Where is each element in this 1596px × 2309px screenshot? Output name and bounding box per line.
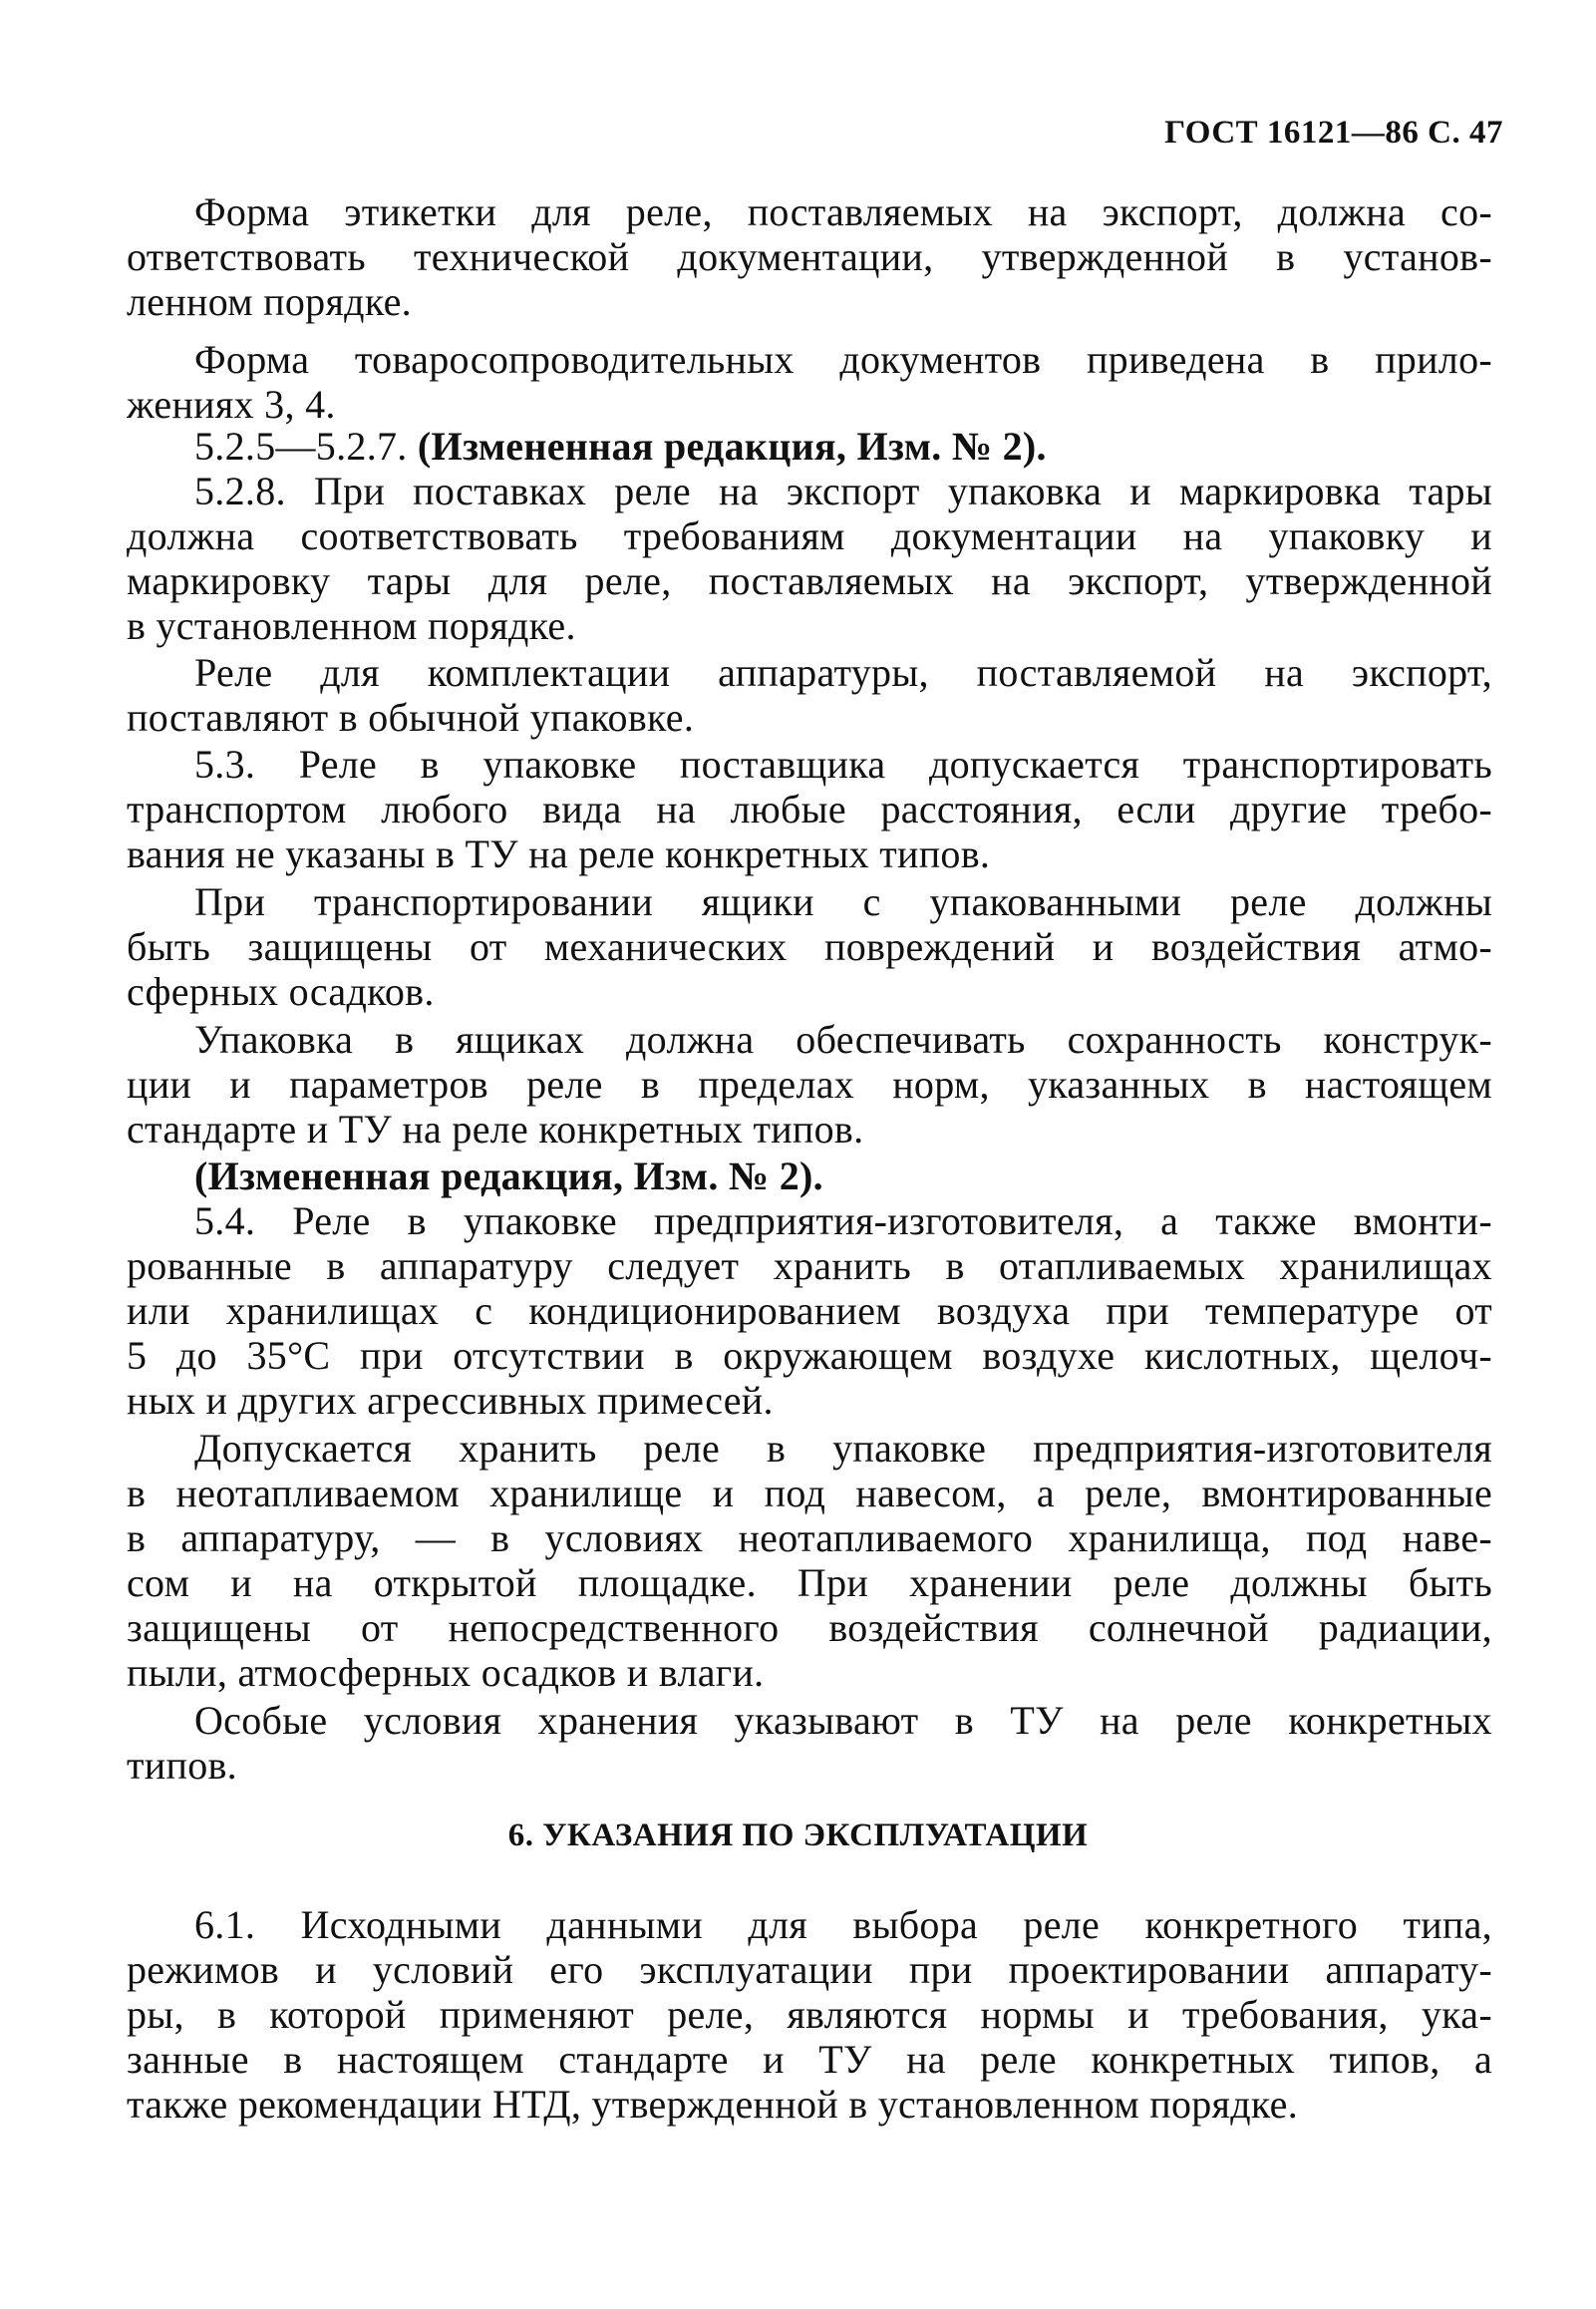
amendment-note <box>127 424 1492 469</box>
text-line: должна соответствовать требованиям документации на упаковку и <box>127 513 1492 558</box>
text-line: режимов и условий его эксплуатации при проектировании аппарату- <box>127 1947 1492 1992</box>
text-line: сферных осадков. <box>127 969 435 1014</box>
text-line: При транспортировании ящики с упакованными реле должны <box>194 879 1492 924</box>
text-line <box>127 1154 1492 1198</box>
text-line: в неотапливаемом хранилище и под навесом, а реле, вмонтированные <box>127 1471 1492 1515</box>
text-line: в установленном порядке. <box>127 603 576 648</box>
amendment-ref: 5.2.5—5.2.7. (Измененная редакция, Изм. № 2). <box>194 424 1047 469</box>
text-line: сом и на открытой площадке. При хранении реле должны быть <box>127 1560 1492 1605</box>
text-line: ответствовать технической документации, утвержденной в установ- <box>127 234 1492 279</box>
paragraph <box>127 1698 1492 1788</box>
text-line: Форма этикетки для реле, поставляемых на экспорт, должна со- <box>194 189 1492 234</box>
text-line: защищены от непосредственного воздействия солнечной радиации, <box>127 1605 1492 1650</box>
text-line: вания не указаны в ТУ на реле конкретных типов. <box>127 831 991 876</box>
text-line: 5 до 35°С при отсутствии в окружающем воздухе кислотных, щелоч- <box>127 1333 1492 1378</box>
section-title: 6. УКАЗАНИЯ ПО ЭКСПЛУАТАЦИИ <box>507 1817 1089 1853</box>
paragraph <box>127 1198 1492 1423</box>
text-line: Особые условия хранения указывают в ТУ на реле конкретных <box>194 1698 1492 1743</box>
paragraph <box>127 469 1492 648</box>
text-line: Допускается хранить реле в упаковке предприятия-изготовителя <box>194 1426 1492 1471</box>
text-line <box>127 424 1492 469</box>
text-line: стандарте и ТУ на реле конкретных типов. <box>127 1107 864 1152</box>
paragraph <box>127 742 1492 876</box>
paragraph <box>127 1902 1492 2127</box>
text-line: в аппаратуру, — в условиях неотапливаемого хранилища, под наве- <box>127 1515 1492 1560</box>
amendment-ref: (Измененная редакция, Изм. № 2). <box>194 1154 823 1198</box>
text-line: пыли, атмосферных осадков и влаги. <box>127 1650 765 1695</box>
text-line: ных и других агрессивных примесей. <box>127 1378 774 1423</box>
text-line: ленном порядке. <box>127 279 412 324</box>
paragraph <box>127 1426 1492 1695</box>
text-line: Форма товаросопроводительных документов приведена в прило- <box>194 337 1492 382</box>
text-line: маркировку тары для реле, поставляемых на экспорт, утвержденной <box>127 558 1492 603</box>
text-line: рованные в аппаратуру следует хранить в отапливаемых хранилищах <box>127 1243 1492 1288</box>
paragraph <box>127 650 1492 740</box>
text-line: транспортом любого вида на любые расстояния, если другие требо- <box>127 787 1492 831</box>
text-line: типов. <box>127 1743 237 1788</box>
text-line: 5.2.8. При поставках реле на экспорт упаковка и маркировка тары <box>194 469 1492 513</box>
text-line: жениях 3, 4. <box>127 382 336 427</box>
text-line: 5.4. Реле в упаковке предприятия-изготовителя, а также вмонти- <box>194 1198 1492 1243</box>
text-line: Упаковка в ящиках должна обеспечивать сохранность конструк- <box>194 1017 1492 1062</box>
text-line: Реле для комплектации аппаратуры, поставляемой на экспорт, <box>194 650 1492 695</box>
text-line: занные в настоящем стандарте и ТУ на реле конкретных типов, а <box>127 2037 1492 2082</box>
text-line: 6.1. Исходными данными для выбора реле конкретного типа, <box>194 1902 1492 1947</box>
text-line: ры, в которой применяют реле, являются нормы и требования, ука- <box>127 1992 1492 2037</box>
paragraph <box>127 879 1492 1014</box>
page-header: ГОСТ 16121—86 С. 47 <box>1164 115 1503 151</box>
amendment-note <box>127 1154 1492 1198</box>
paragraph <box>127 189 1492 324</box>
text-line: поставляют в обычной упаковке. <box>127 695 695 740</box>
paragraph <box>127 1017 1492 1152</box>
text-line: также рекомендации НТД, утвержденной в установленном порядке. <box>127 2082 1298 2127</box>
paragraph <box>127 337 1492 427</box>
text-line: ции и параметров реле в пределах норм, указанных в настоящем <box>127 1062 1492 1107</box>
text-line: быть защищены от механических повреждений и воздействия атмо- <box>127 924 1492 969</box>
text-line: или хранилищах с кондиционированием воздуха при температуре от <box>127 1288 1492 1333</box>
text-line: 5.3. Реле в упаковке поставщика допускается транспортировать <box>194 742 1492 787</box>
